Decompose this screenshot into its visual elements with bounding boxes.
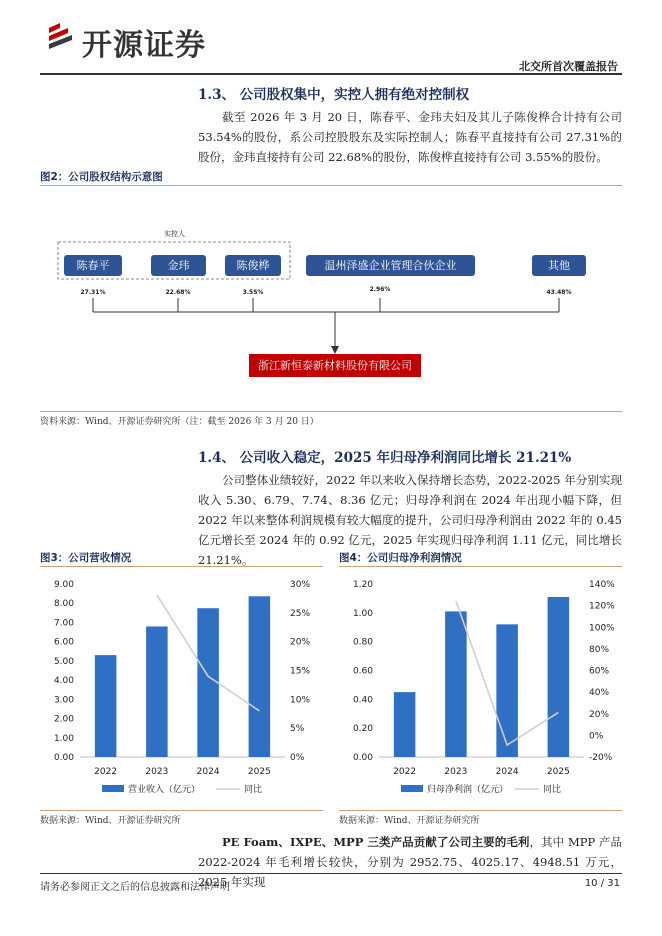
net-profit-y2-tick: 100% [589,623,615,634]
revenue-y-tick: 3.00 [53,695,74,706]
net-profit-y-tick: 1.00 [352,608,373,619]
shareholder-others: 其他 [532,255,586,276]
gross-profit-highlight: PE Foam、IXPE、MPP 三类产品贡献了公司主要的毛利 [222,835,530,849]
revenue-y2-tick: 15% [290,666,311,677]
net-profit-y2-tick: 140% [589,580,615,590]
net-profit-y2-tick: 60% [589,666,610,677]
revenue-y-tick: 1.00 [53,733,74,744]
revenue-legend-bar-swatch [102,785,124,792]
logo-icon [46,20,74,52]
net-profit-chart [339,570,622,808]
shareholder-wenzhou-zesheng: 温州泽盛企业管理合伙企业 [306,255,475,276]
controller-group-label: 实控人 [164,230,185,238]
revenue-y2-tick: 10% [290,695,311,706]
net-profit-bar [445,611,467,757]
section-1-4-paragraph: 公司整体业绩较好，2022 年以来收入保持增长态势，2022-2025 年分别实现收入 5.30、6.79、7.74、8.36 亿元；归母净利润在 2024 年出现小幅下降，但 2022 年以来整体利润规模有较大幅度的提升，公司归母净利润由 2022 年的 0.45 亿元增长至 2024 年的 0.92 亿元，2025 年实现归母净利润 1.11 亿元，同比增长 21.21%。 [198,473,622,567]
revenue-y-tick: 4.00 [53,676,74,687]
section-title-1-4: 1.4、 公司收入稳定，2025 年归母净利润同比增长 21.21% [198,450,572,466]
revenue-y-tick: 0.00 [53,753,74,763]
shareholder-chen-junhua: 陈俊桦 [225,255,281,276]
footer-disclaimer: 请务必参阅正文之后的信息披露和法律声明 [40,882,230,893]
net-profit-y2-tick: 80% [589,644,610,655]
revenue-x-tick: 2025 [247,767,271,777]
footer-divider [40,873,622,874]
net-profit-chart-svg [339,570,622,808]
figure2-title: 图2：公司股权结构示意图 [40,171,163,183]
net-profit-y-tick: 1.20 [352,580,373,590]
equity-structure-diagram [40,188,622,410]
figure4-source: 数据来源：Wind、开源证券研究所 [339,816,480,826]
net-profit-bar [394,692,416,757]
revenue-x-tick: 2024 [196,767,220,777]
revenue-bar [146,626,168,757]
revenue-y2-tick: 0% [290,753,305,763]
net-profit-y2-tick: 20% [589,709,610,720]
net-profit-x-tick: 2022 [393,767,417,777]
figure2-top-rule [40,185,622,186]
pct-chen-junhua: 3.55% [242,289,264,296]
revenue-y-tick: 6.00 [53,637,74,648]
net-profit-legend-bar-swatch [401,785,423,792]
figure4-top-rule [339,566,622,567]
pct-wenzhou-zesheng: 2.96% [369,286,391,293]
net-profit-y2-tick: 0% [589,731,604,742]
header-divider [40,73,622,75]
net-profit-y-tick: 0.00 [352,753,373,763]
revenue-legend-bar-label: 营业收入（亿元） [128,785,201,795]
section-title-1-3: 1.3、 公司股权集中，实控人拥有绝对控制权 [198,87,470,103]
pct-others: 43.48% [546,289,572,296]
figure2-source: 资料来源：Wind、开源证券研究所（注：截至 2026 年 3 月 20 日） [40,417,319,427]
net-profit-y2-tick: 120% [589,601,615,612]
figure3-title: 图3：公司营收情况 [40,552,132,564]
net-profit-x-tick: 2025 [546,767,570,777]
net-profit-x-tick: 2024 [495,767,519,777]
figure4-title: 图4：公司归母净利润情况 [339,552,462,564]
net-profit-x-tick: 2023 [444,767,468,777]
pct-chen-chunping: 27.31% [80,289,106,296]
figure3-top-rule [40,566,323,567]
net-profit-y2-tick: -20% [589,753,613,763]
page-number: 10 / 31 [584,878,620,889]
revenue-legend-line-label: 同比 [244,785,263,795]
shareholder-chen-chunping: 陈春平 [64,255,122,276]
revenue-y2-tick: 5% [290,724,305,735]
revenue-bar [249,596,271,757]
report-type: 北交所首次覆盖报告 [519,60,618,73]
figure4-bottom-rule [339,810,622,811]
revenue-bar [95,655,117,757]
revenue-y-tick: 8.00 [53,599,74,610]
logo-text: 开源证券 [82,28,206,63]
revenue-y-tick: 5.00 [53,656,74,667]
revenue-chart-svg [40,570,323,808]
pct-jin-wei: 22.68% [165,289,191,296]
revenue-y2-tick: 25% [290,608,311,619]
section-gross-profit-paragraph [198,832,622,892]
revenue-y2-tick: 30% [290,580,311,590]
net-profit-y-tick: 0.40 [352,695,373,706]
revenue-y-tick: 9.00 [53,580,74,590]
net-profit-y-tick: 0.20 [352,724,373,735]
revenue-bar [197,608,219,757]
figure2-bottom-rule [40,411,622,412]
net-profit-legend-bar-label: 归母净利润（亿元） [427,785,509,795]
figure3-bottom-rule [40,810,323,811]
net-profit-y-tick: 0.60 [352,666,373,677]
revenue-y2-tick: 20% [290,637,311,648]
net-profit-bar [548,597,570,757]
net-profit-y2-tick: 40% [589,688,610,699]
net-profit-legend-line-label: 同比 [543,785,562,795]
net-profit-bar [496,624,518,757]
net-profit-y-tick: 0.80 [352,637,373,648]
shareholder-jin-wei: 金玮 [151,255,206,276]
revenue-x-tick: 2023 [145,767,169,777]
section-1-3-paragraph: 截至 2026 年 3 月 20 日，陈春平、金玮夫妇及其儿子陈俊桦合计持有公司 53.54%的股份，系公司控股股东及实际控制人；陈春平直接持有公司 27.31%的股份，金玮直接持有公司 22.68%的股份，陈俊桦直接持有公司 3.55%的股份。 [198,110,622,164]
company-box: 浙江新恒泰新材料股份有限公司 [249,354,421,377]
revenue-chart [40,570,323,808]
gross-profit-text: ，其中 MPP 产品 2022-2024 年毛利增长较快，分别为 2952.75、4025.17、4948.51 万元，2025 年实现 [198,835,623,889]
revenue-x-tick: 2022 [94,767,118,777]
revenue-y-tick: 2.00 [53,714,74,725]
revenue-y-tick: 7.00 [53,618,74,629]
figure3-source: 数据来源：Wind、开源证券研究所 [40,816,181,826]
